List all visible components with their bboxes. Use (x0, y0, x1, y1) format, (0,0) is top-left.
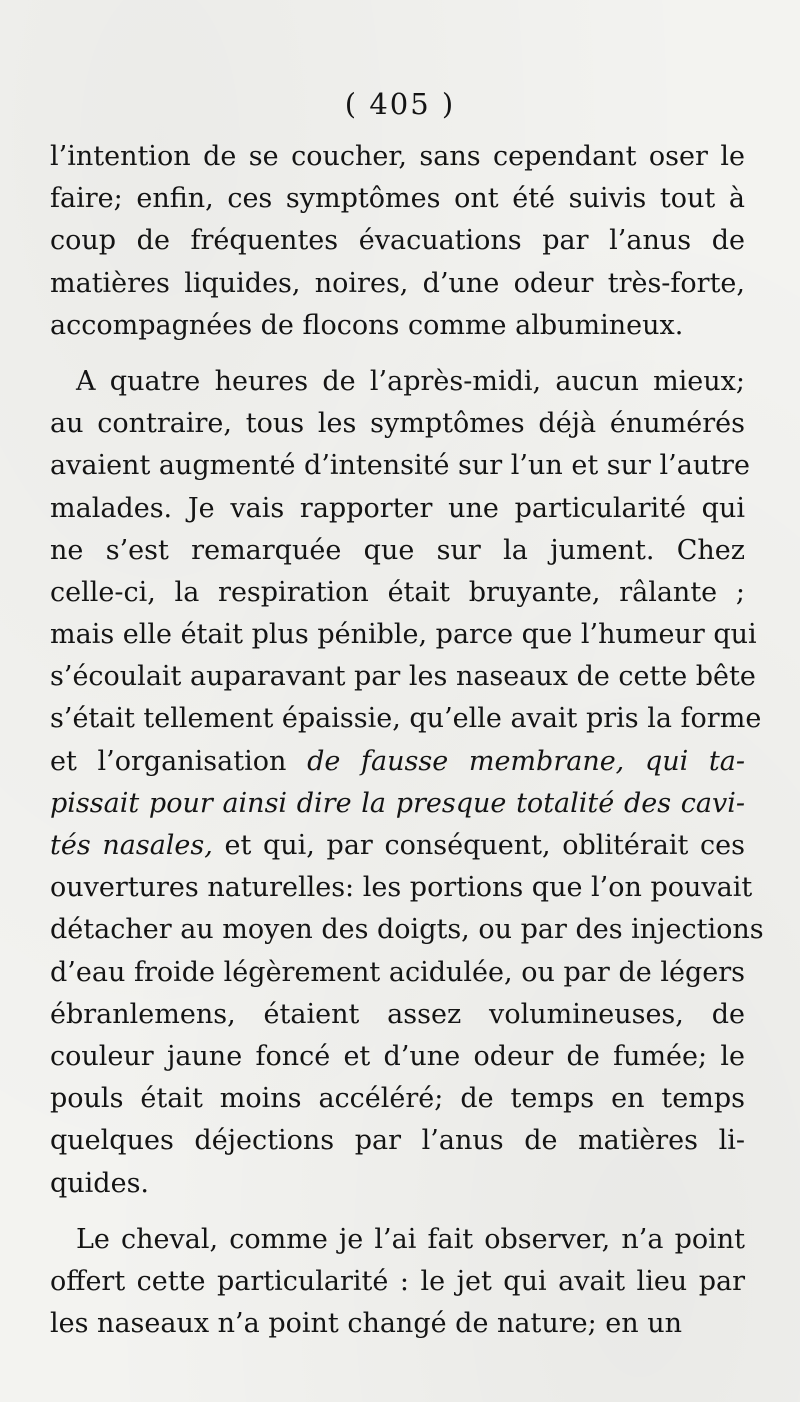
text-line (50, 445, 750, 487)
text-segment: les naseaux n’a point changé de nature; en un (50, 1308, 683, 1340)
text-segment: A quatre heures de l’après-midi, aucun mieux; (76, 365, 745, 397)
text-line (50, 909, 764, 951)
text-segment: coup de fréquentes évacuations par l’anus de (50, 225, 745, 257)
text-segment: et qui, par conséquent, oblitérait ces (212, 830, 745, 861)
text-line (50, 952, 745, 994)
text-segment: accompagnées de flocons comme albumineux. (50, 309, 684, 341)
text-line (50, 741, 745, 783)
text-line (50, 361, 745, 403)
text-segment: avaient augmenté d’intensité sur l’un et sur l’autre (50, 450, 750, 482)
page-number: ( 405 ) (344, 87, 456, 121)
paragraph (50, 1219, 745, 1346)
text-line (50, 488, 745, 530)
italic-text: tés nasales, (50, 830, 213, 861)
text-segment: détacher au moyen des doigts, ou par des injections (50, 914, 764, 946)
text-line (50, 263, 745, 305)
text-line (50, 1163, 745, 1205)
text-line (50, 867, 753, 909)
text-line (50, 403, 745, 445)
text-line (50, 783, 745, 825)
text-segment: quides. (50, 1167, 150, 1199)
text-line (50, 305, 745, 347)
body-text (50, 136, 764, 1345)
text-segment: Le cheval, comme je l’ai fait observer, n’a point (76, 1223, 745, 1255)
text-segment: celle-ci, la respiration était bruyante, râlante ; (50, 576, 745, 608)
text-line (50, 1120, 745, 1162)
text-line (50, 825, 745, 867)
paragraph (50, 361, 764, 1205)
text-segment: d’eau froide légèrement acidulée, ou par de légers (50, 956, 745, 988)
paragraph (50, 136, 745, 347)
text-line (50, 698, 762, 740)
italic-text: pissait pour ainsi dire la presque totalité des cavi- (50, 787, 745, 819)
text-segment: malades. Je vais rapporter une particularité qui (50, 492, 745, 524)
text-segment: quelques déjections par l’anus de matières li- (50, 1125, 745, 1157)
text-line (50, 1303, 745, 1345)
text-segment: faire; enfin, ces symptômes ont été suivis tout à (50, 183, 745, 215)
text-segment: s’écoulait auparavant par les naseaux de cette bête (50, 661, 756, 693)
text-line (50, 1036, 745, 1078)
text-line (50, 572, 745, 614)
text-line (50, 530, 745, 572)
text-segment: pouls était moins accéléré; de temps en temps (50, 1083, 745, 1115)
text-line (50, 220, 745, 262)
text-line (50, 656, 756, 698)
text-line (50, 994, 745, 1036)
text-segment: matières liquides, noires, d’une odeur très-forte, (50, 267, 745, 299)
text-segment: mais elle était plus pénible, parce que l’humeur qui (50, 619, 757, 651)
text-line (50, 1219, 745, 1261)
text-line (50, 1261, 745, 1303)
text-segment: ouvertures naturelles: les portions que l’on pouvait (50, 872, 753, 904)
text-line (50, 614, 757, 656)
text-segment: ébranlemens, étaient assez volumineuses, de (50, 998, 745, 1030)
text-line (50, 178, 745, 220)
text-segment: offert cette particularité : le jet qui avait lieu par (50, 1265, 745, 1297)
italic-text: de fausse membrane, qui ta- (307, 745, 745, 777)
text-segment: couleur jaune foncé et d’une odeur de fumée; le (50, 1040, 745, 1072)
text-segment: au contraire, tous les symptômes déjà énumérés (50, 408, 745, 440)
text-line (50, 136, 745, 178)
text-line (50, 1078, 745, 1120)
text-segment: s’était tellement épaissie, qu’elle avait pris la forme (50, 703, 762, 735)
text-segment: ne s’est remarquée que sur la jument. Chez (50, 534, 745, 566)
text-segment: et l’organisation (50, 745, 308, 777)
text-segment: l’intention de se coucher, sans cependant oser le (50, 141, 745, 172)
